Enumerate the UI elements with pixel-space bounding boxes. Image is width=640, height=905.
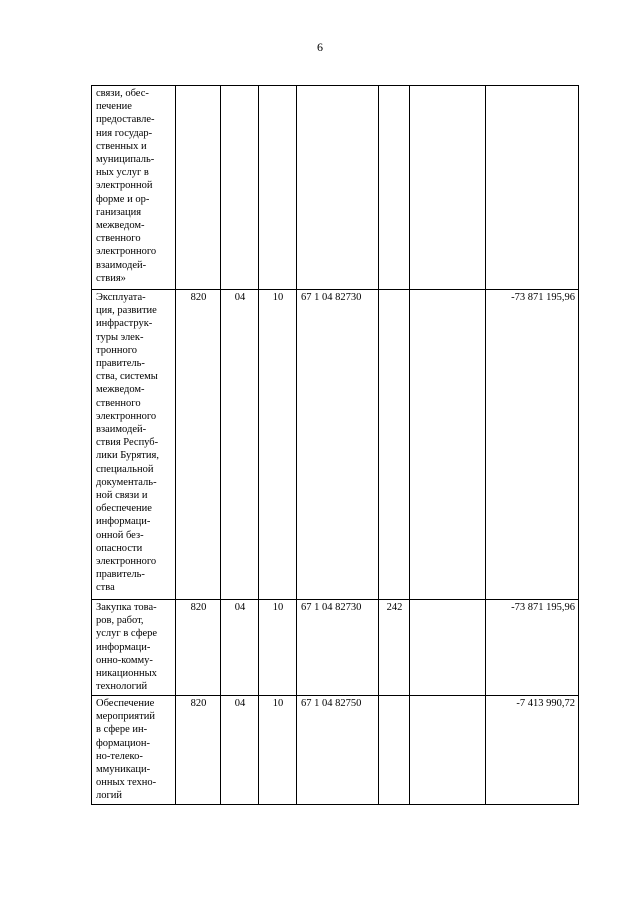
- subsection-cell: 10: [259, 696, 297, 805]
- expense-name-cell: [92, 600, 176, 696]
- name-line: ммуникаци-: [96, 764, 151, 776]
- empty-column-cell: [410, 600, 486, 696]
- name-line: ганизация: [96, 206, 142, 218]
- name-line: электронного: [96, 556, 157, 568]
- name-line: информаци-: [96, 641, 151, 653]
- page-number: 6: [317, 40, 323, 54]
- target-article-cell: 67 1 04 82730: [297, 290, 379, 600]
- name-line: Обеспечение: [96, 698, 155, 709]
- name-line: ства, системы: [96, 371, 158, 383]
- table-row: [92, 696, 579, 805]
- name-line: онной без-: [96, 529, 144, 541]
- section-cell: 04: [221, 290, 259, 600]
- empty-column-cell: [410, 696, 486, 805]
- target-article-cell: [297, 86, 379, 290]
- name-line: документаль-: [96, 476, 157, 488]
- table-row: [92, 290, 579, 600]
- name-line: Эксплуата-: [96, 292, 146, 303]
- amount-cell: -7 413 990,72: [486, 696, 579, 805]
- expense-type-cell: [379, 290, 410, 600]
- name-line: ствия Респуб-: [96, 437, 159, 449]
- table-body: [92, 86, 579, 805]
- name-line: но-телеко-: [96, 750, 143, 762]
- name-line: информаци-: [96, 516, 151, 528]
- name-line: опасности: [96, 542, 143, 554]
- name-line: туры элек-: [96, 331, 144, 343]
- empty-column-cell: [410, 86, 486, 290]
- name-line: форме и ор-: [96, 193, 150, 205]
- name-line: муниципаль-: [96, 154, 155, 166]
- name-line: мероприятий: [96, 711, 155, 723]
- name-line: обеспечение: [96, 503, 152, 515]
- section-cell: 04: [221, 696, 259, 805]
- name-line: формацион-: [96, 737, 150, 749]
- name-line: электронного: [96, 410, 157, 422]
- grbs-cell: 820: [176, 600, 221, 696]
- expense-type-cell: 242: [379, 600, 410, 696]
- name-line: ния государ-: [96, 127, 153, 139]
- grbs-cell: [176, 86, 221, 290]
- grbs-cell: 820: [176, 696, 221, 805]
- name-line: правитель-: [96, 569, 145, 581]
- name-line: электронного: [96, 246, 157, 258]
- name-line: ров, работ,: [96, 615, 144, 627]
- expense-name-cell: [92, 696, 176, 805]
- expense-type-cell: [379, 86, 410, 290]
- table-row: [92, 86, 579, 290]
- name-line: печение: [96, 101, 132, 113]
- name-line: лики Бурятия,: [96, 450, 159, 462]
- expense-name-cell: [92, 290, 176, 600]
- name-line: правитель-: [96, 358, 145, 370]
- name-line: электронной: [96, 180, 153, 192]
- target-article-cell: 67 1 04 82730: [297, 600, 379, 696]
- expense-name-cell: [92, 86, 176, 290]
- name-line: ственного: [96, 233, 141, 245]
- budget-table: [91, 85, 579, 805]
- name-line: ственных и: [96, 140, 147, 152]
- name-line: Закупка това-: [96, 602, 157, 613]
- section-cell: 04: [221, 600, 259, 696]
- name-line: ция, развитие: [96, 305, 157, 317]
- table-row: [92, 600, 579, 696]
- subsection-cell: 10: [259, 600, 297, 696]
- name-line: взаимодей-: [96, 259, 147, 271]
- target-article-cell: 67 1 04 82750: [297, 696, 379, 805]
- name-line: специальной: [96, 463, 154, 475]
- name-line: ной связи и: [96, 490, 148, 502]
- name-line: связи, обес-: [96, 88, 149, 99]
- name-line: ных услуг в: [96, 167, 149, 179]
- expense-type-cell: [379, 696, 410, 805]
- name-line: предоставле-: [96, 114, 155, 126]
- name-line: логий: [96, 790, 123, 802]
- name-line: тронного: [96, 344, 138, 356]
- name-line: ствия»: [96, 272, 126, 284]
- empty-column-cell: [410, 290, 486, 600]
- section-cell: [221, 86, 259, 290]
- subsection-cell: [259, 86, 297, 290]
- name-line: онных техно-: [96, 777, 157, 789]
- name-line: ства: [96, 582, 115, 594]
- name-line: взаимодей-: [96, 424, 147, 436]
- name-line: межведом-: [96, 220, 145, 232]
- subsection-cell: 10: [259, 290, 297, 600]
- amount-cell: -73 871 195,96: [486, 290, 579, 600]
- name-line: онно-комму-: [96, 654, 153, 666]
- amount-cell: -73 871 195,96: [486, 600, 579, 696]
- name-line: технологий: [96, 681, 148, 693]
- name-line: ственного: [96, 397, 141, 409]
- amount-cell: [486, 86, 579, 290]
- name-line: межведом-: [96, 384, 145, 396]
- name-line: в сфере ин-: [96, 724, 148, 736]
- name-line: инфраструк-: [96, 318, 153, 330]
- grbs-cell: 820: [176, 290, 221, 600]
- name-line: никационных: [96, 668, 157, 680]
- name-line: услуг в сфере: [96, 628, 158, 640]
